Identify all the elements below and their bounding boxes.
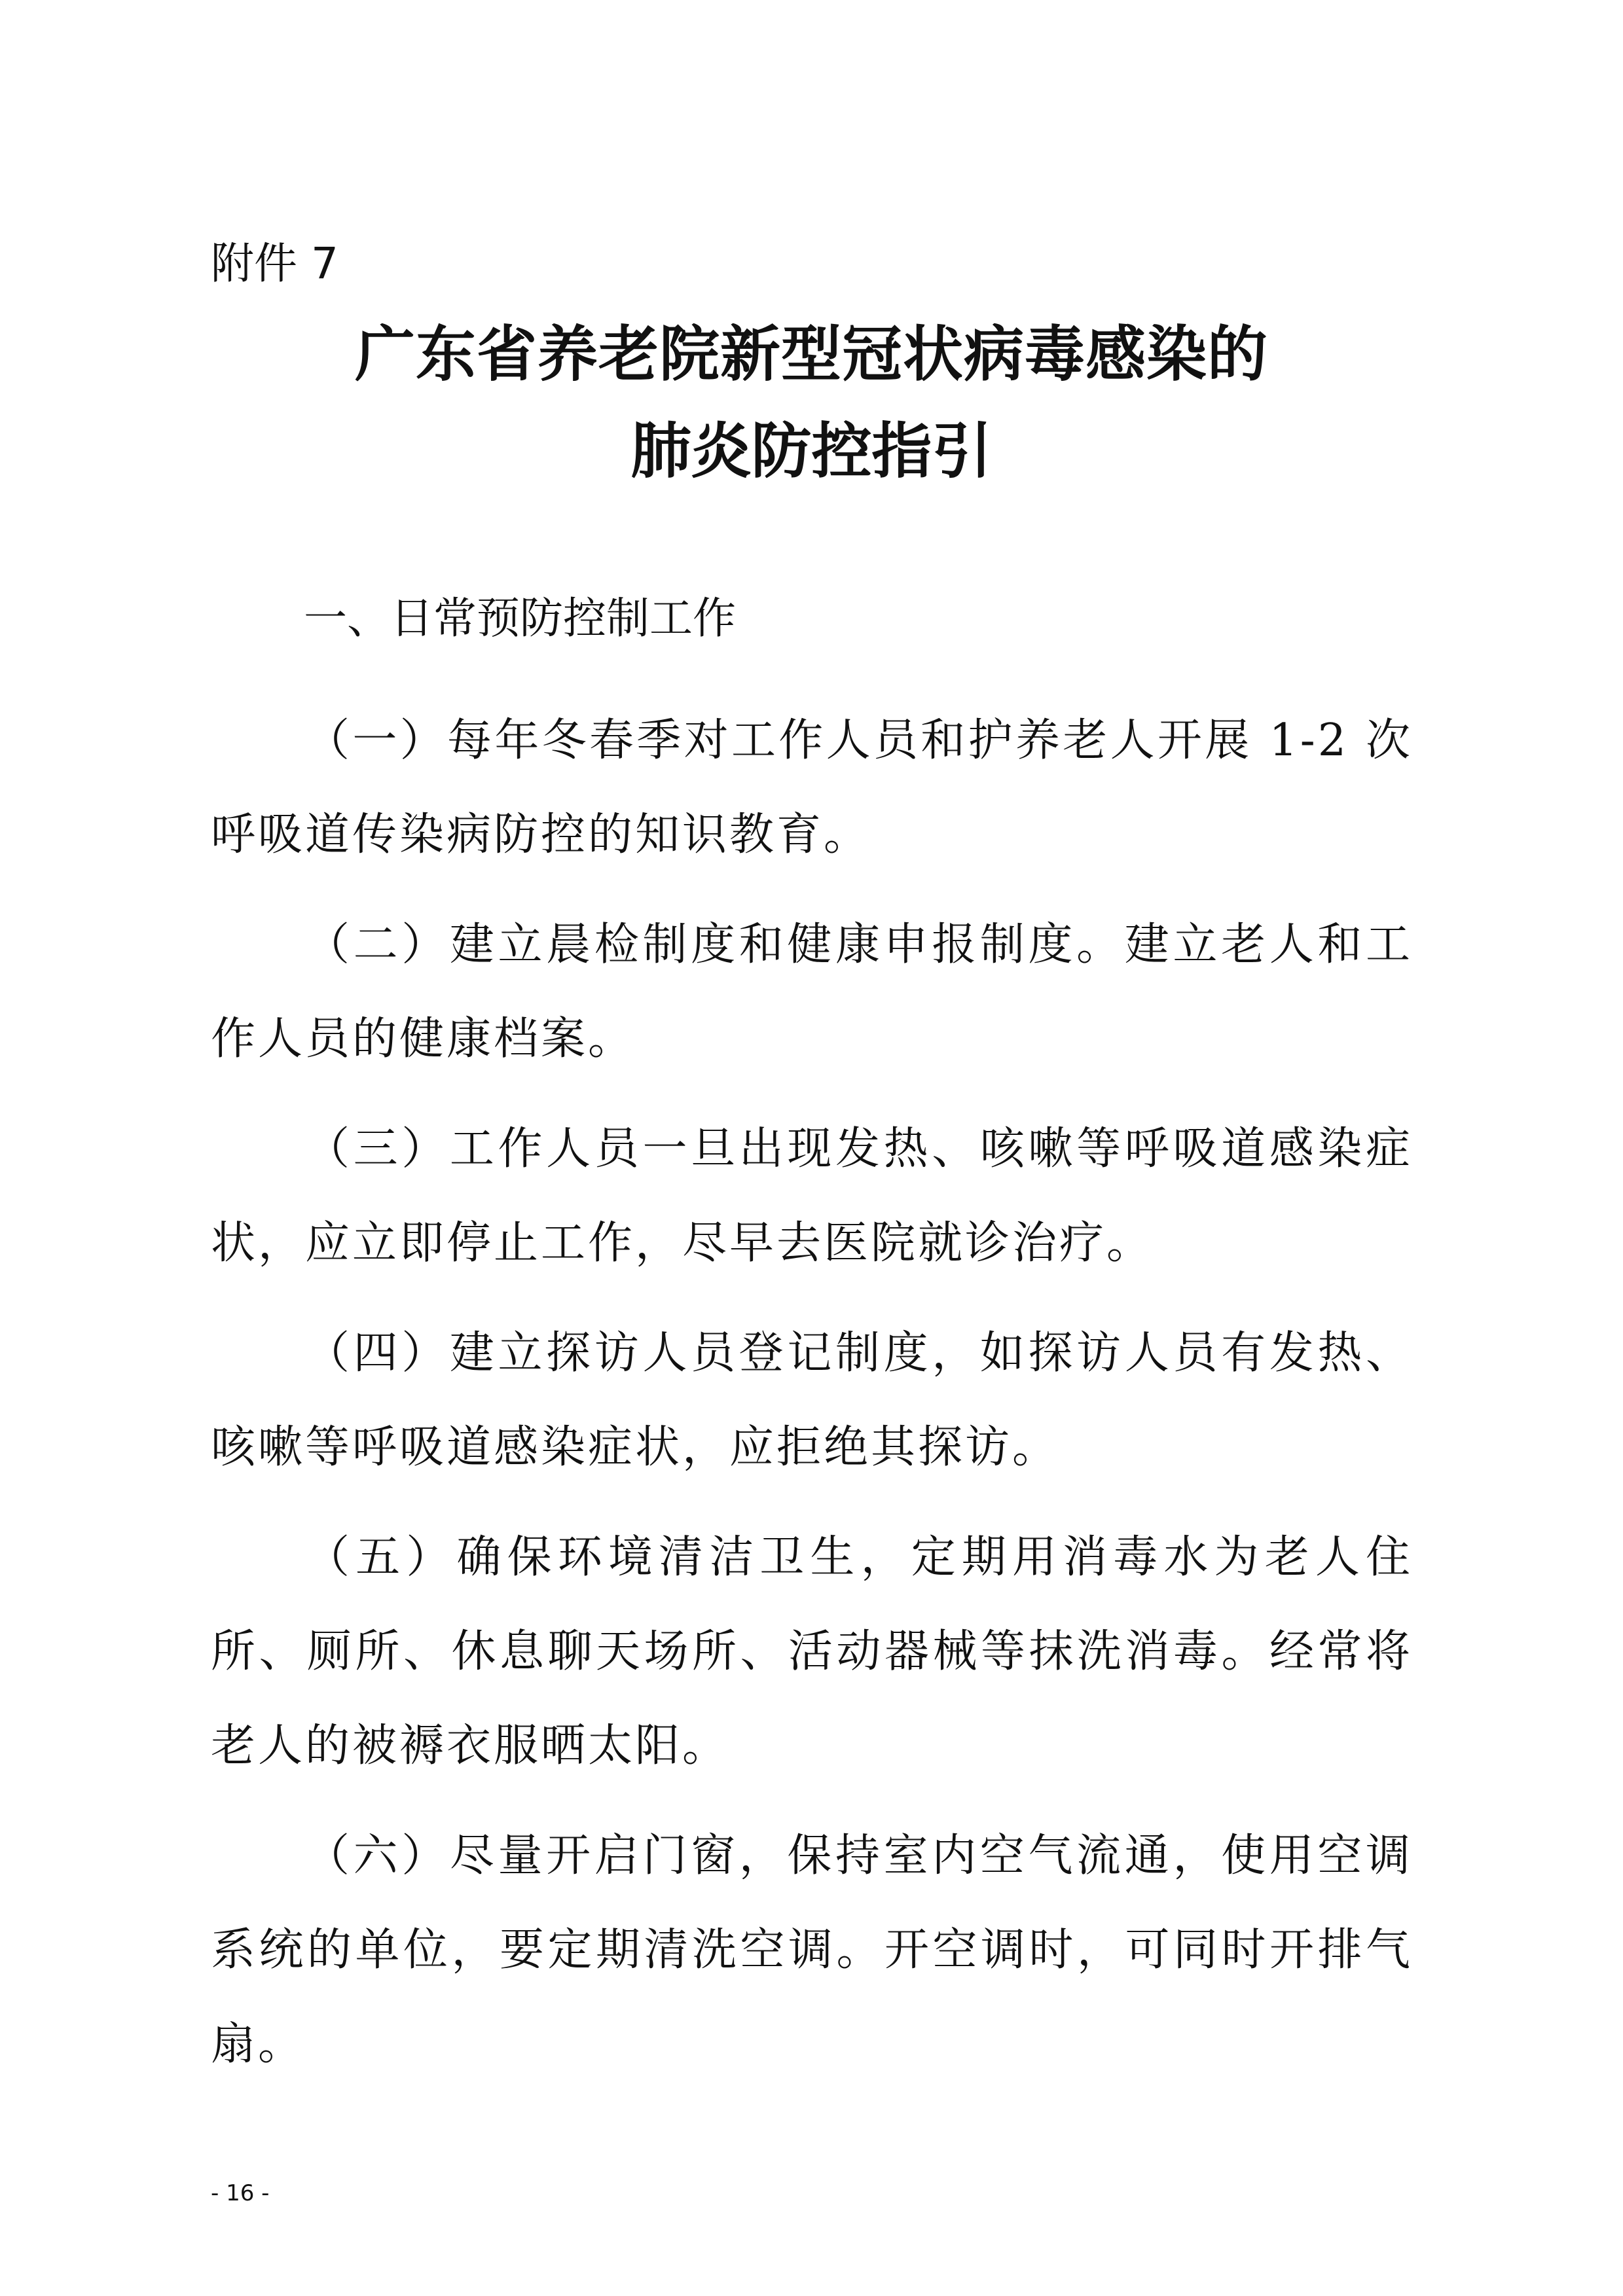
section-heading: 一、日常预防控制工作 (304, 593, 736, 643)
paragraph-5: （五）确保环境清洁卫生，定期用消毒水为老人住所、厕所、休息聊天场所、活动器械等抹洗消毒。经常将老人的被褥衣服晒太阳。 (211, 1532, 1413, 1772)
title-line-1: 广东省养老院新型冠状病毒感染的 (354, 319, 1268, 389)
page-number: - 16 - (211, 2180, 270, 2206)
title-line-2: 肺炎防控指引 (630, 416, 993, 486)
paragraph-2: （二）建立晨检制度和健康申报制度。建立老人和工作人员的健康档案。 (211, 919, 1413, 1065)
paragraph-6: （六）尽量开启门窗，保持室内空气流通，使用空调系统的单位，要定期清洗空调。开空调时，可同时开排气扇。 (211, 1830, 1413, 2070)
annex-label: 附件 7 (211, 238, 338, 289)
body-text (211, 694, 1413, 2108)
paragraph-4: （四）建立探访人员登记制度，如探访人员有发热、咳嗽等呼吸道感染症状，应拒绝其探访。 (211, 1327, 1413, 1473)
document-title (0, 306, 1623, 500)
paragraph-1: （一）每年冬春季对工作人员和护养老人开展 1-2 次呼吸道传染病防控的知识教育。 (211, 715, 1413, 861)
paragraph-3: （三）工作人员一旦出现发热、咳嗽等呼吸道感染症状，应立即停止工作，尽早去医院就诊治疗。 (211, 1123, 1413, 1269)
